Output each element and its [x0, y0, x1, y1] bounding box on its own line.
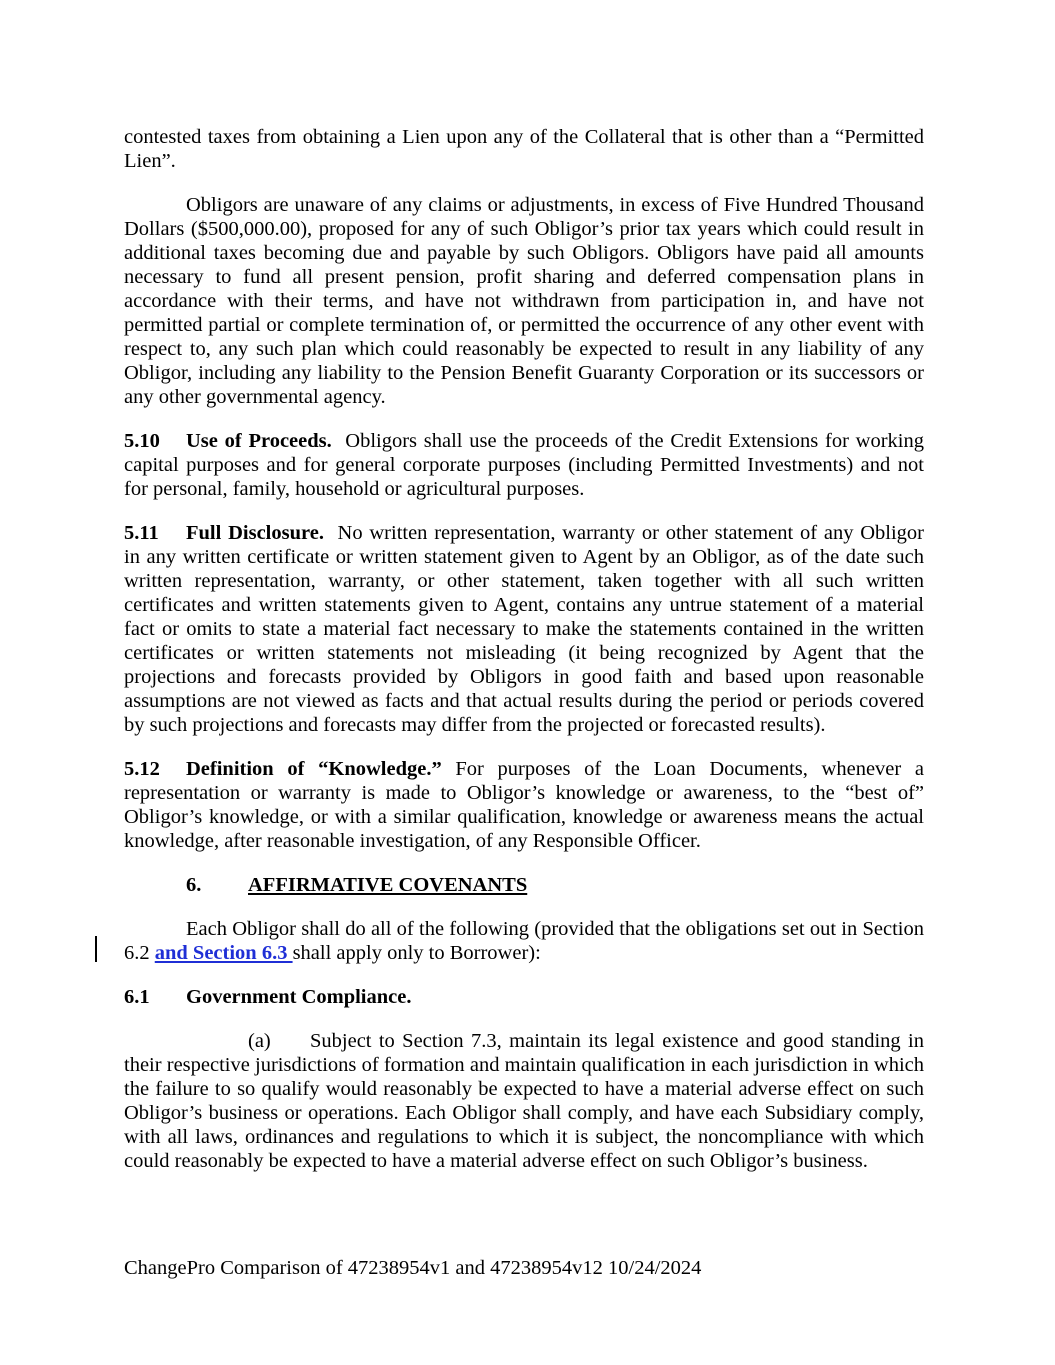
- section-title: Government Compliance.: [186, 986, 412, 1008]
- section-6-1-heading: [124, 985, 924, 1009]
- article-number: 6.: [186, 874, 202, 896]
- section-number: 6.1: [124, 986, 150, 1008]
- section-title: Definition of “Knowledge.”: [186, 758, 442, 780]
- article-intro: [124, 917, 924, 965]
- section-5-11: [124, 521, 924, 737]
- section-number: 5.12: [124, 758, 160, 780]
- document-page: [124, 125, 924, 1173]
- intro-text-after: shall apply only to Borrower):: [292, 942, 541, 964]
- section-text: For purposes of the Loan Documents, whenever a representation or warranty is made to Obligor’s knowledge or awareness, to the “best of” Obligor’s knowledge, or with a similar qualification, knowledge or awareness means the actual knowledge, after reasonable investigation, of any Responsible Officer.: [124, 758, 925, 852]
- section-number: 5.10: [124, 430, 160, 452]
- article-heading: [124, 873, 924, 897]
- clause-label: (a): [248, 1030, 271, 1052]
- section-text: Obligors shall use the proceeds of the Credit Extensions for working capital purposes and for general corporate purposes (including Permitted Investments) and not for personal, family, household or agricultural purposes.: [124, 430, 925, 500]
- section-number: 5.11: [124, 522, 159, 544]
- section-5-10: [124, 429, 924, 501]
- section-title: Use of Proceeds.: [186, 430, 332, 452]
- intro-text: Each Obligor shall do all of the following (provided that the obligations set out in Section 6.2: [124, 918, 924, 964]
- clause-text: Subject to Section 7.3, maintain its legal existence and good standing in their respective jurisdictions of formation and maintain qualification in each jurisdiction in which the failure to so qualify would reasonably be expected to have a material adverse effect on such Obligor’s business or operations. Each Obligor shall comply, and have each Subsidiary comply, with all laws, ordinances and regulations to which it is subject, the noncompliance with which could reasonably be expected to have a material adverse effect on such Obligor’s business.: [124, 1030, 924, 1172]
- clause-a: [124, 1029, 924, 1173]
- change-bar: [95, 936, 97, 962]
- article-title: AFFIRMATIVE COVENANTS: [248, 874, 528, 896]
- section-5-12: [124, 757, 924, 853]
- paragraph-claims-adjustments: Obligors are unaware of any claims or adjustments, in excess of Five Hundred Thousand Dollars ($500,000.00), proposed for any of such Obligor’s prior tax years which could result in additional taxes becoming due and payable by such Obligors. Obligors have paid all amounts necessary to fund all present pension, profit sharing and deferred compensation plans in accordance with their terms, and have not withdrawn from participation in, and have not permitted partial or complete termination of, or permitted the occurrence of any other event with respect to, any such plan which could reasonably be expected to result in any liability of any Obligor, including any liability to the Pension Benefit Guaranty Corporation or its successors or any other governmental agency.: [124, 194, 924, 408]
- paragraph-contested-taxes: contested taxes from obtaining a Lien upon any of the Collateral that is other than a “Permitted Lien”.: [124, 126, 924, 172]
- inserted-text[interactable]: and Section 6.3: [154, 942, 293, 964]
- section-title: Full Disclosure.: [186, 522, 324, 544]
- section-text: No written representation, warranty or other statement of any Obligor in any written certificate or written statement given to Agent by an Obligor, as of the date such written representation, warranty, or other statement, taken together with all such written certificates and written statements given to Agent, contains any untrue statement of a material fact or omits to state a material fact necessary to make the statements contained in the written certificates or written statements not misleading (it being recognized by Agent that the projections and forecasts provided by Obligors in good faith and based upon reasonable assumptions are not viewed as facts and that actual results during the period or periods covered by such projections and forecasts may differ from the projected or forecasted results).: [124, 522, 924, 736]
- footer: ChangePro Comparison of 47238954v1 and 47238954v12 10/24/2024: [124, 1257, 702, 1279]
